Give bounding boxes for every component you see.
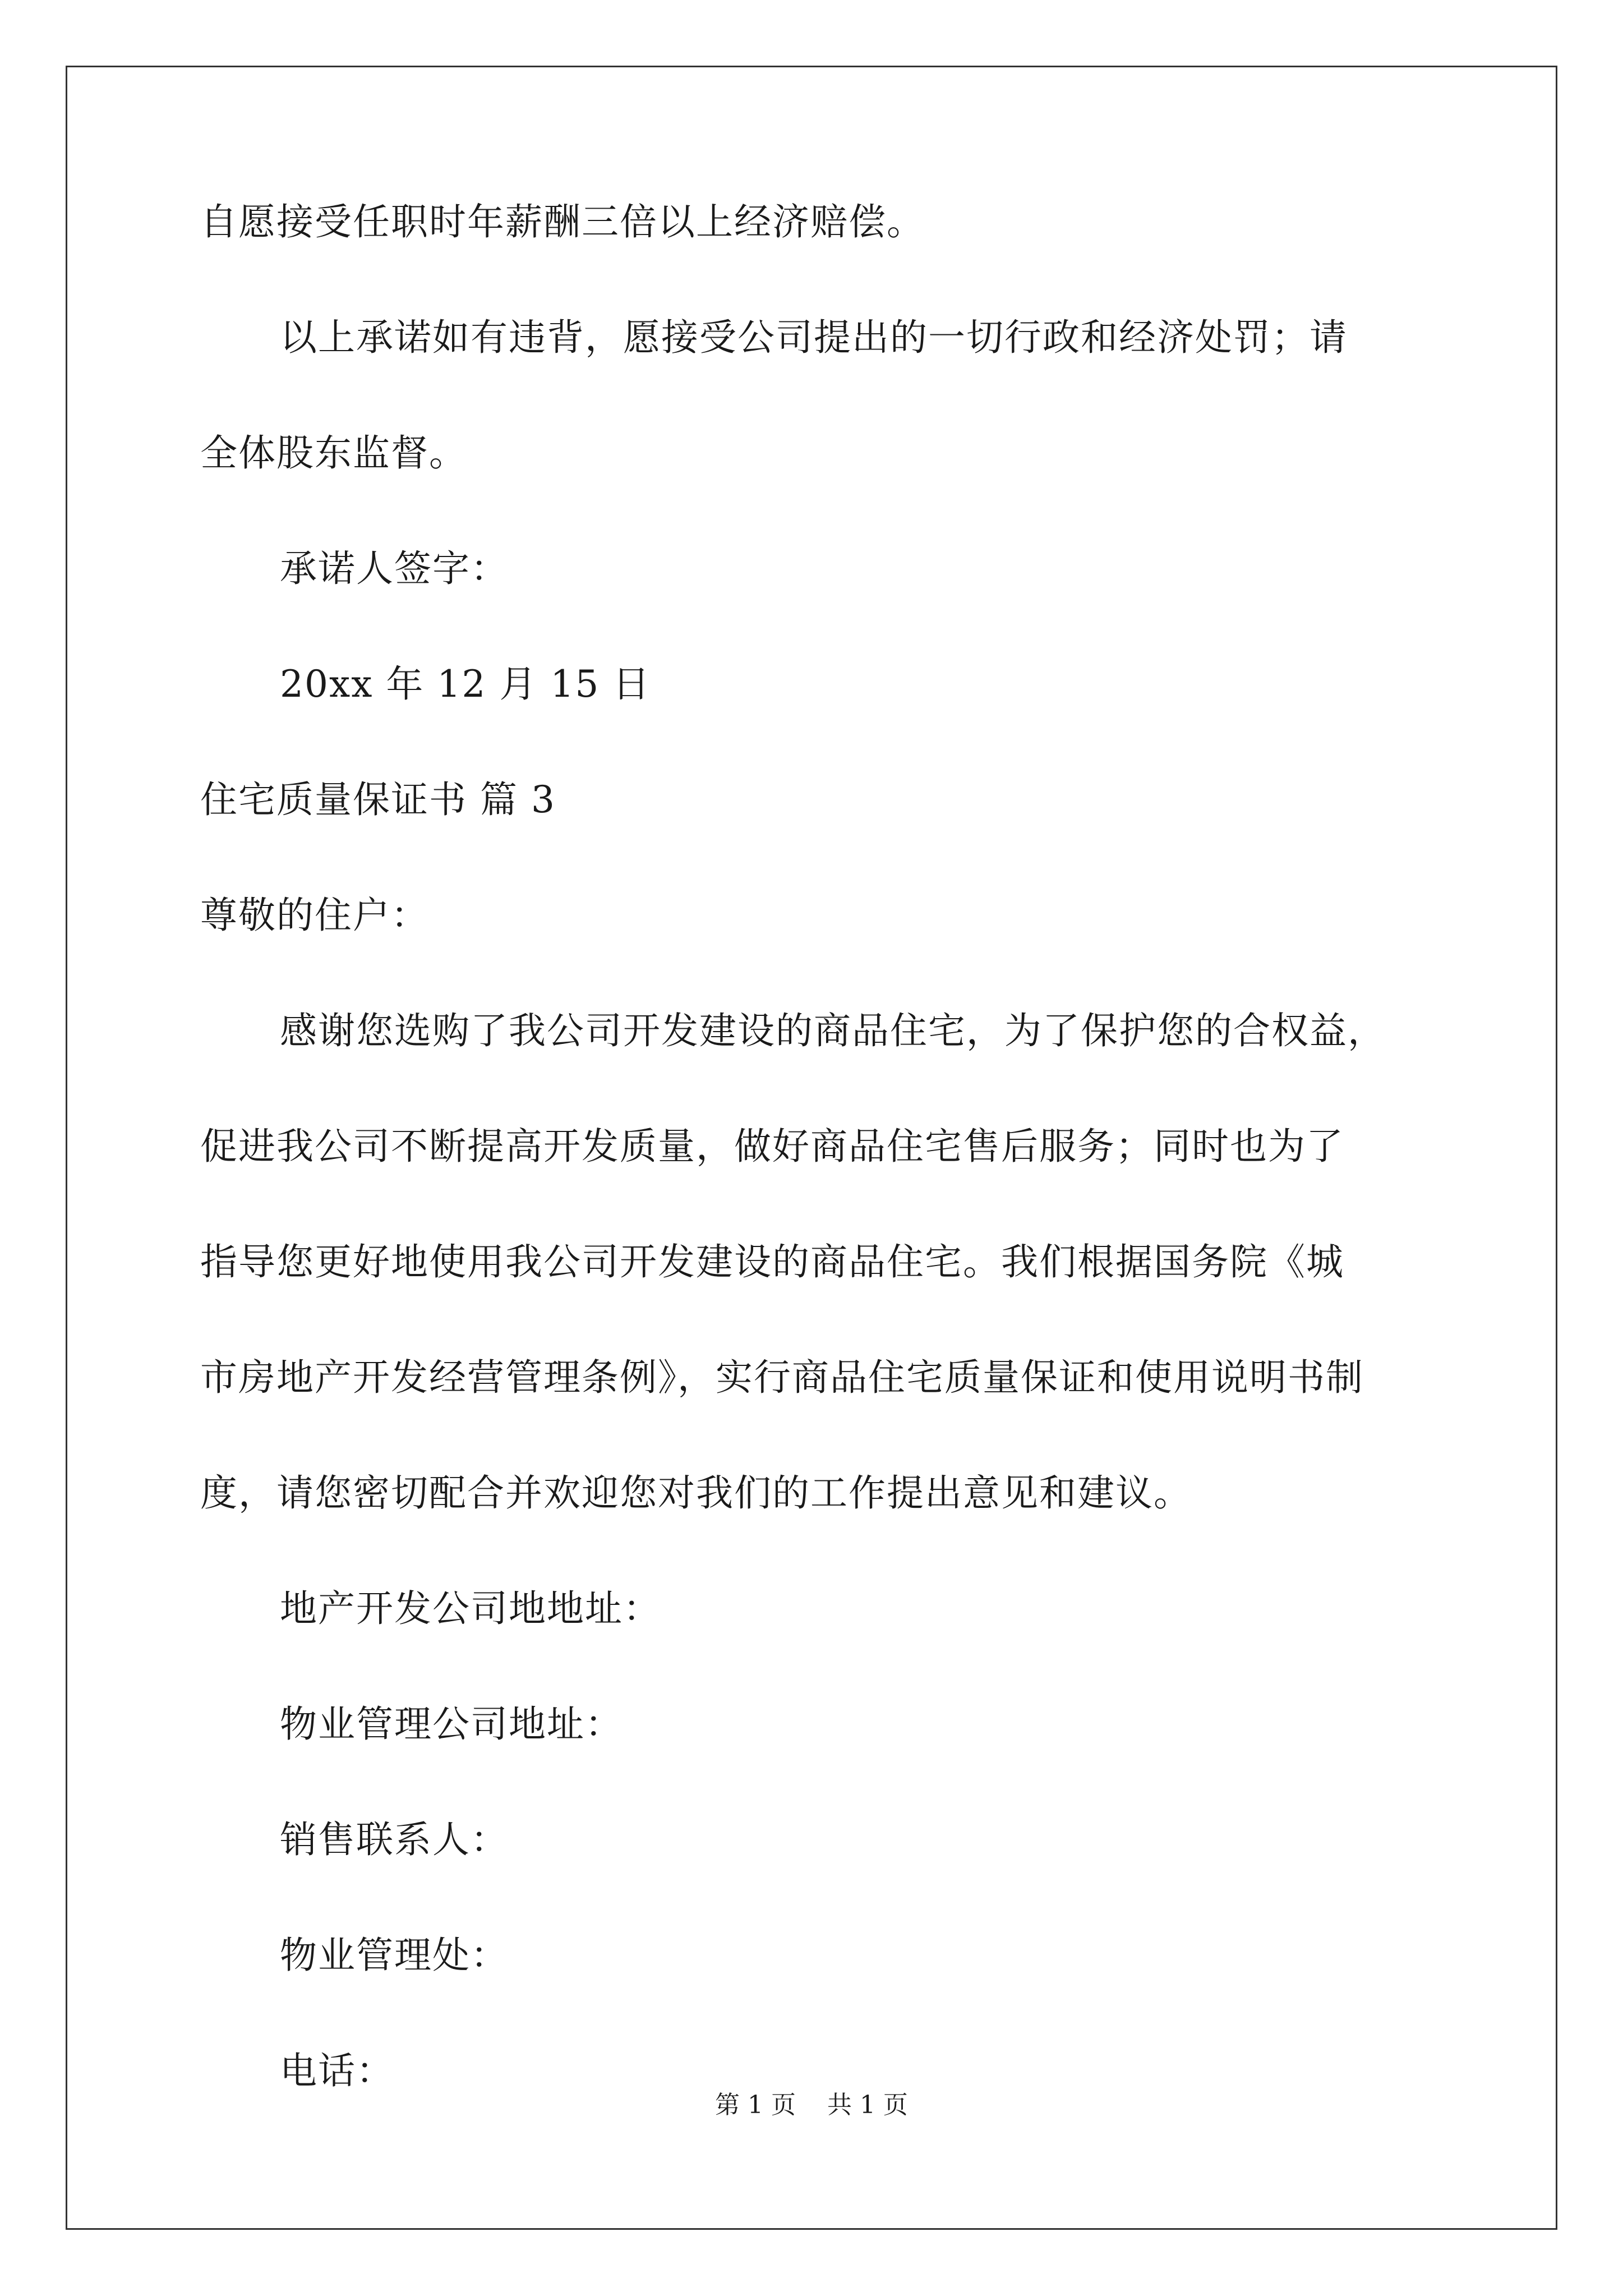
date-line: 20xx 年 12 月 15 日 xyxy=(280,662,651,706)
salutation: 尊敬的住户： xyxy=(200,894,429,937)
page-number-footer: 第 1 页 共 1 页 xyxy=(715,2091,908,2119)
paragraph-line-5: 度，请您密切配合并欢迎您对我们的工作提出意见和建议。 xyxy=(200,1471,1192,1515)
phone-label: 电话： xyxy=(280,2049,394,2092)
text-line-compensation: 自愿接受任职时年薪酬三倍以上经济赔偿。 xyxy=(200,200,925,243)
property-management-office-label: 物业管理处： xyxy=(280,1934,509,1977)
sales-contact-label: 销售联系人： xyxy=(280,1818,509,1861)
signature-label: 承诺人签字： xyxy=(280,547,509,590)
text-line-violation-penalty: 以上承诺如有违背，愿接受公司提出的一切行政和经济处罚；请 xyxy=(280,316,1348,359)
text-line-shareholder-supervision: 全体股东监督。 xyxy=(200,431,467,475)
section-heading: 住宅质量保证书 篇 3 xyxy=(200,778,556,821)
document-body xyxy=(200,202,1484,2166)
paragraph-line-1: 感谢您选购了我公司开发建设的商品住宅，为了保护您的合权益， xyxy=(280,1009,1386,1052)
paragraph-line-2: 促进我公司不断提高开发质量，做好商品住宅售后服务；同时也为了 xyxy=(200,1125,1344,1168)
paragraph-line-4: 市房地产开发经营管理条例》，实行商品住宅质量保证和使用说明书制 xyxy=(200,1356,1364,1399)
developer-address-label: 地产开发公司地地址： xyxy=(280,1587,661,1630)
property-management-address-label: 物业管理公司地址： xyxy=(280,1703,623,1746)
paragraph-line-3: 指导您更好地使用我公司开发建设的商品住宅。我们根据国务院《城 xyxy=(200,1240,1344,1283)
